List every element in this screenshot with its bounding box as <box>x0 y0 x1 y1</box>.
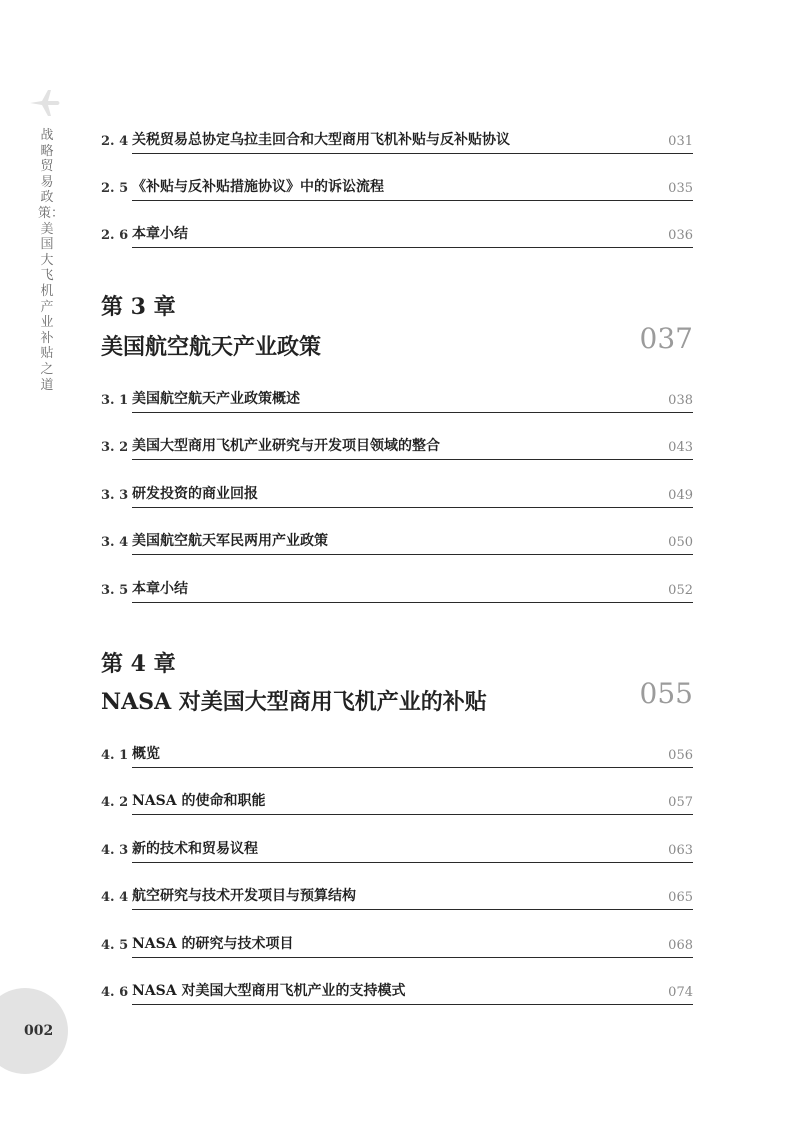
section-title: NASA 对美国大型商用飞机产业的支持模式 <box>132 983 406 999</box>
section-page: 057 <box>668 795 693 810</box>
section-page: 049 <box>668 488 693 503</box>
section-number: 4. 6 <box>101 985 129 1000</box>
toc-entry[interactable] <box>101 981 693 1005</box>
divider <box>132 247 693 248</box>
section-number: 3. 2 <box>101 440 129 455</box>
section-number: 4. 2 <box>101 795 129 810</box>
chapter-label: 第 4 章 <box>101 651 176 677</box>
toc-entry[interactable] <box>101 436 693 460</box>
section-title: 美国大型商用飞机产业研究与开发项目领域的整合 <box>132 438 440 454</box>
divider <box>132 459 693 460</box>
section-number: 4. 3 <box>101 843 129 858</box>
section-page: 050 <box>668 535 693 550</box>
section-page: 063 <box>668 843 693 858</box>
section-number: 2. 4 <box>101 134 129 149</box>
section-page: 031 <box>668 134 693 149</box>
divider <box>132 767 693 768</box>
divider <box>132 554 693 555</box>
section-number: 2. 6 <box>101 228 129 243</box>
divider <box>132 200 693 201</box>
divider <box>132 412 693 413</box>
section-number: 2. 5 <box>101 181 129 196</box>
book-title-vertical: 战略贸易政策：美国大飞机产业补贴之道 <box>38 128 65 393</box>
toc-entry[interactable] <box>101 531 693 555</box>
toc-entry[interactable] <box>101 744 693 768</box>
divider <box>132 153 693 154</box>
section-title: 本章小结 <box>132 581 188 597</box>
section-title: 新的技术和贸易议程 <box>132 841 258 857</box>
divider <box>132 507 693 508</box>
section-page: 052 <box>668 583 693 598</box>
section-number: 4. 5 <box>101 938 129 953</box>
chapter-title[interactable]: NASA 对美国大型商用飞机产业的补贴 <box>101 689 487 715</box>
section-title: 概览 <box>132 746 160 762</box>
section-number: 4. 1 <box>101 748 129 763</box>
toc-entry[interactable] <box>101 130 693 154</box>
airplane-icon <box>28 86 62 120</box>
divider <box>132 957 693 958</box>
section-page: 074 <box>668 985 693 1000</box>
chapter-page: 037 <box>639 322 693 355</box>
toc-entry[interactable] <box>101 839 693 863</box>
section-title: 研发投资的商业回报 <box>132 486 258 502</box>
divider <box>132 862 693 863</box>
section-title: 本章小结 <box>132 226 188 242</box>
section-title: 关税贸易总协定乌拉圭回合和大型商用飞机补贴与反补贴协议 <box>132 132 510 148</box>
toc-entry[interactable] <box>101 224 693 248</box>
section-title: NASA 的使命和职能 <box>132 793 266 809</box>
section-page: 056 <box>668 748 693 763</box>
toc-entry[interactable] <box>101 886 693 910</box>
toc-entry[interactable] <box>101 579 693 603</box>
section-title: 航空研究与技术开发项目与预算结构 <box>132 888 356 904</box>
section-title: 美国航空航天军民两用产业政策 <box>132 533 328 549</box>
section-title: 《补贴与反补贴措施协议》中的诉讼流程 <box>132 179 384 195</box>
chapter-page: 055 <box>639 677 693 710</box>
section-number: 3. 4 <box>101 535 129 550</box>
section-number: 3. 5 <box>101 583 129 598</box>
divider <box>132 602 693 603</box>
section-title: NASA 的研究与技术项目 <box>132 936 294 952</box>
toc-entry[interactable] <box>101 389 693 413</box>
section-page: 043 <box>668 440 693 455</box>
section-page: 038 <box>668 393 693 408</box>
section-number: 3. 3 <box>101 488 129 503</box>
toc-entry[interactable] <box>101 177 693 201</box>
section-number: 4. 4 <box>101 890 129 905</box>
section-page: 036 <box>668 228 693 243</box>
section-page: 065 <box>668 890 693 905</box>
chapter-title[interactable]: 美国航空航天产业政策 <box>101 334 322 360</box>
section-page: 035 <box>668 181 693 196</box>
section-number: 3. 1 <box>101 393 129 408</box>
section-title: 美国航空航天产业政策概述 <box>132 391 300 407</box>
divider <box>132 814 693 815</box>
section-page: 068 <box>668 938 693 953</box>
chapter-label: 第 3 章 <box>101 294 176 320</box>
toc-entry[interactable] <box>101 791 693 815</box>
divider <box>132 909 693 910</box>
toc-entry[interactable] <box>101 934 693 958</box>
toc-entry[interactable] <box>101 484 693 508</box>
divider <box>132 1004 693 1005</box>
page-number: 002 <box>24 1023 54 1039</box>
